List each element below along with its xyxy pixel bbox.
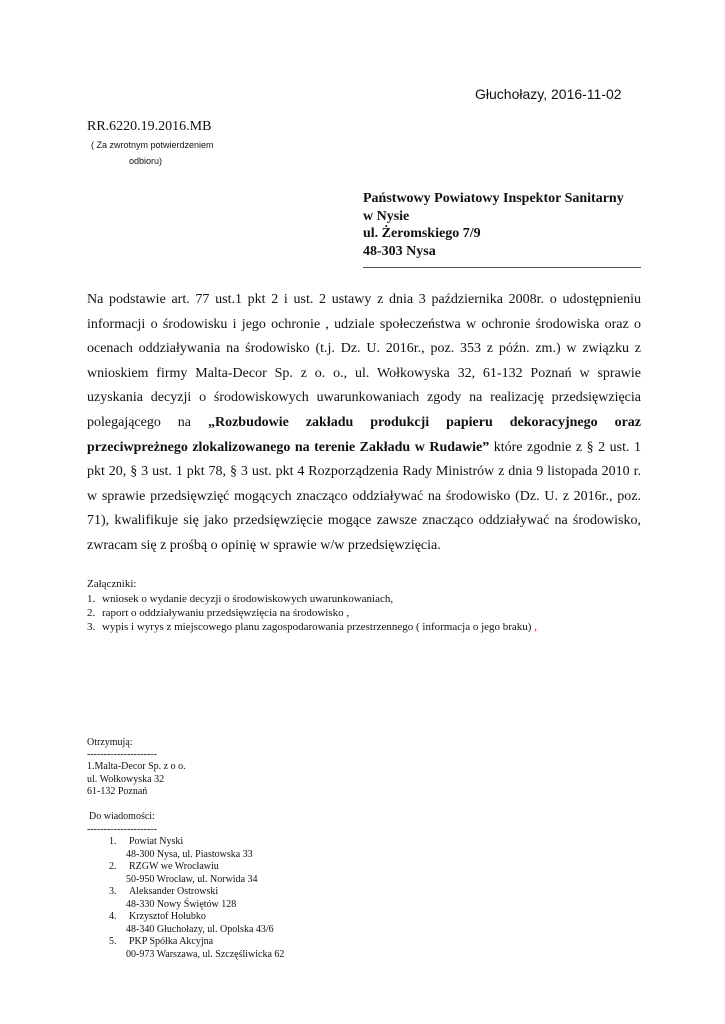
info-name: RZGW we Wrocławiu	[129, 861, 219, 872]
info-number: 2.	[109, 861, 117, 872]
attachment-item	[87, 620, 537, 634]
info-name: PKP Spółka Akcyjna	[129, 936, 214, 947]
info-item-name	[109, 836, 284, 849]
distribution-address	[87, 761, 186, 799]
info-number: 5.	[109, 936, 117, 947]
info-title: Do wiadomości:	[89, 811, 155, 822]
distribution-title: Otrzymują:	[87, 737, 133, 748]
distribution-line: ul. Wołkowyska 32	[87, 773, 165, 785]
info-item-address: 48-340 Głuchołazy, ul. Opolska 43/6	[126, 923, 274, 935]
distribution-line: 1.Malta-Decor Sp. z o o.	[87, 761, 186, 772]
info-name: Aleksander Ostrowski	[129, 886, 219, 897]
info-separator: ---------------------	[87, 824, 157, 835]
attachment-red-mark: ,	[534, 621, 537, 633]
attachments-title: Załączniki:	[87, 578, 137, 590]
info-number: 1.	[109, 836, 117, 847]
recipient-city: w Nysie	[363, 208, 410, 224]
body-text-part-2: które zgodnie z § 2 ust. 1 pkt 20, § 3 ust. 1 pkt 78, § 3 ust. pkt 4 Rozporządzenia Rady Ministrów z dnia 9 listopada 2010 r. w sprawie przedsięwzięć mogących znacząco oddziaływać na środowisko (Dz. U. z 2016r., poz. 71), kwalifikuje się jako przedsięwzięcie mogące zawsze znacząco oddziaływać na środowisko, zwracam się z prośbą o opinię w sprawie w/w przedsięwzięcia.	[87, 439, 641, 553]
recipient-postal: 48-303 Nysa	[363, 243, 436, 259]
letter-paragraph	[87, 288, 641, 559]
place-date: Głuchołazy, 2016-11-02	[475, 86, 622, 102]
delivery-note-line-2: odbioru)	[129, 156, 163, 166]
recipient-name: Państwowy Powiatowy Inspektor Sanitarny	[363, 191, 624, 206]
info-item-address: 00-973 Warszawa, ul. Szczęśliwicka 62	[126, 948, 285, 960]
distribution-line: 61-132 Poznań	[87, 786, 148, 797]
project-title: „Rozbudowie zakładu produkcji papieru dekoracyjnego oraz przeciwpreżnego zlokalizowanego na terenie Zakładu w Rudawie”	[87, 414, 641, 455]
info-item-name	[109, 911, 284, 924]
attachment-number: 1.	[87, 593, 96, 605]
recipient-divider	[363, 267, 641, 268]
info-number: 3.	[109, 886, 117, 897]
letter-body	[87, 288, 641, 559]
recipient-address	[363, 190, 641, 260]
attachment-item	[87, 592, 537, 606]
info-number: 4.	[109, 911, 117, 922]
info-name: Krzysztof Hołubko	[129, 911, 206, 922]
info-item-address: 48-300 Nysa, ul. Piastowska 33	[126, 848, 253, 860]
info-name: Powiat Nyski	[129, 836, 184, 847]
attachment-item	[87, 606, 537, 620]
info-list	[109, 836, 284, 961]
recipient-street: ul. Żeromskiego 7/9	[363, 226, 481, 241]
attachment-text: wypis i wyrys z miejscowego planu zagospodarowania przestrzennego ( informacja o jego braku)	[102, 621, 532, 633]
attachment-number: 3.	[87, 621, 96, 633]
attachment-text: raport o oddziaływaniu przedsięwzięcia na środowisko ,	[102, 607, 350, 619]
info-item-address: 48-330 Nowy Świętów 128	[126, 898, 237, 910]
info-item-address: 50-950 Wrocław, ul. Norwida 34	[126, 873, 258, 885]
reference-number: RR.6220.19.2016.MB	[87, 119, 212, 134]
delivery-note-line-1: ( Za zwrotnym potwierdzeniem	[91, 140, 214, 150]
info-item-name	[109, 936, 284, 949]
attachment-number: 2.	[87, 607, 96, 619]
body-text-part-1: Na podstawie art. 77 ust.1 pkt 2 i ust. 2 ustawy z dnia 3 października 2008r. o udostępnieniu informacji o środowisku i jego ochronie , udziale społeczeństwa w ochronie środowiska oraz o ocenach oddziaływania na środowisko (t.j. Dz. U. 2016r., poz. 353 z późn. zm.) w związku z wnioskiem firmy Malta-Decor Sp. z o. o., ul. Wołkowyska 32, 61-132 Poznań w sprawie uzyskania decyzji o środowiskowych uwarunkowaniach zgody na realizację przedsięwzięcia polegającego na	[87, 292, 641, 430]
info-item-name	[109, 861, 284, 874]
attachments-list	[87, 592, 537, 634]
attachment-text: wniosek o wydanie decyzji o środowiskowych uwarunkowaniach,	[102, 593, 394, 605]
info-item-name	[109, 886, 284, 899]
distribution-separator: ---------------------	[87, 749, 157, 760]
